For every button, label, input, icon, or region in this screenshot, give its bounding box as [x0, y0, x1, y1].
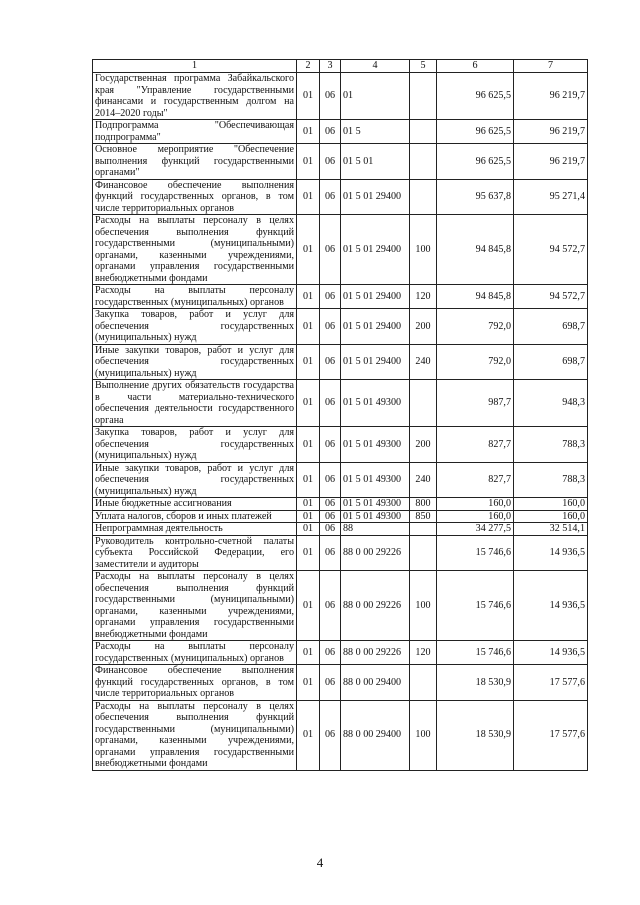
amount-col6-cell: 827,7 [437, 462, 514, 498]
subsection-code-cell: 06 [320, 462, 341, 498]
subsection-code-cell: 06 [320, 700, 341, 770]
row-name-cell: Финансовое обеспечение выполнения функций государственных органов, в том числе территориальных органов [93, 665, 297, 701]
amount-col7-cell: 160,0 [514, 498, 588, 511]
section-code-cell: 01 [297, 144, 320, 180]
subsection-code-cell: 06 [320, 523, 341, 536]
expense-type-cell [410, 665, 437, 701]
section-code-cell: 01 [297, 179, 320, 215]
table-row [93, 571, 588, 641]
target-article-cell: 01 5 01 49300 [341, 427, 410, 463]
target-article-cell: 88 0 00 29400 [341, 665, 410, 701]
expense-type-cell: 100 [410, 700, 437, 770]
amount-col6-cell: 827,7 [437, 427, 514, 463]
amount-col7-cell: 94 572,7 [514, 285, 588, 309]
subsection-code-cell: 06 [320, 665, 341, 701]
amount-col7-cell: 14 936,5 [514, 535, 588, 571]
expense-type-cell: 240 [410, 344, 437, 380]
amount-col6-cell: 792,0 [437, 344, 514, 380]
expense-type-cell [410, 179, 437, 215]
subsection-code-cell: 06 [320, 510, 341, 523]
section-code-cell: 01 [297, 285, 320, 309]
row-name-cell: Расходы на выплаты персоналу в целях обеспечения выполнения функций государственными (муниципальными) органами, казенными учреждениями, органами управления государственными внебюджетными фондами [93, 215, 297, 285]
expense-type-cell: 100 [410, 215, 437, 285]
row-name-cell: Расходы на выплаты персоналу в целях обеспечения выполнения функций государственными (муниципальными) органами, казенными учреждениями, органами управления государственными внебюджетными фондами [93, 700, 297, 770]
expense-type-cell: 200 [410, 309, 437, 345]
row-name-cell: Расходы на выплаты персоналу государственных (муниципальных) органов [93, 285, 297, 309]
header-col-7: 7 [514, 60, 588, 73]
subsection-code-cell: 06 [320, 179, 341, 215]
header-col-4: 4 [341, 60, 410, 73]
expense-type-cell [410, 73, 437, 120]
amount-col6-cell: 15 746,6 [437, 571, 514, 641]
expense-type-cell [410, 523, 437, 536]
target-article-cell: 01 5 01 49300 [341, 462, 410, 498]
target-article-cell: 01 5 01 49300 [341, 498, 410, 511]
expense-type-cell: 850 [410, 510, 437, 523]
section-code-cell: 01 [297, 427, 320, 463]
amount-col6-cell: 792,0 [437, 309, 514, 345]
row-name-cell: Непрограммная деятельность [93, 523, 297, 536]
table-row [93, 215, 588, 285]
subsection-code-cell: 06 [320, 73, 341, 120]
section-code-cell: 01 [297, 641, 320, 665]
target-article-cell: 01 5 01 49300 [341, 380, 410, 427]
expense-type-cell [410, 380, 437, 427]
amount-col6-cell: 34 277,5 [437, 523, 514, 536]
expense-type-cell: 120 [410, 285, 437, 309]
expense-type-cell [410, 120, 437, 144]
amount-col7-cell: 160,0 [514, 510, 588, 523]
row-name-cell: Расходы на выплаты персоналу в целях обеспечения выполнения функций государственными (муниципальными) органами, казенными учреждениями, органами управления государственными внебюджетными фондами [93, 571, 297, 641]
row-name-cell: Руководитель контрольно-счетной палаты субъекта Российской Федерации, его заместители и аудиторы [93, 535, 297, 571]
header-col-5: 5 [410, 60, 437, 73]
amount-col6-cell: 18 530,9 [437, 700, 514, 770]
row-name-cell: Закупка товаров, работ и услуг для обеспечения государственных (муниципальных) нужд [93, 309, 297, 345]
section-code-cell: 01 [297, 73, 320, 120]
row-name-cell: Иные бюджетные ассигнования [93, 498, 297, 511]
subsection-code-cell: 06 [320, 215, 341, 285]
amount-col7-cell: 96 219,7 [514, 73, 588, 120]
table-row [93, 285, 588, 309]
expense-type-cell: 120 [410, 641, 437, 665]
table-row [93, 73, 588, 120]
amount-col7-cell: 95 271,4 [514, 179, 588, 215]
section-code-cell: 01 [297, 498, 320, 511]
table-row [93, 700, 588, 770]
table-row [93, 120, 588, 144]
subsection-code-cell: 06 [320, 285, 341, 309]
section-code-cell: 01 [297, 571, 320, 641]
subsection-code-cell: 06 [320, 144, 341, 180]
amount-col7-cell: 17 577,6 [514, 665, 588, 701]
amount-col6-cell: 18 530,9 [437, 665, 514, 701]
subsection-code-cell: 06 [320, 535, 341, 571]
table-header-row [93, 60, 588, 73]
table-row [93, 523, 588, 536]
table-row [93, 498, 588, 511]
row-name-cell: Финансовое обеспечение выполнения функций государственных органов, в том числе территориальных органов [93, 179, 297, 215]
amount-col7-cell: 14 936,5 [514, 571, 588, 641]
target-article-cell: 01 [341, 73, 410, 120]
amount-col7-cell: 32 514,1 [514, 523, 588, 536]
subsection-code-cell: 06 [320, 380, 341, 427]
table-row [93, 641, 588, 665]
amount-col6-cell: 94 845,8 [437, 215, 514, 285]
section-code-cell: 01 [297, 215, 320, 285]
row-name-cell: Иные закупки товаров, работ и услуг для обеспечения государственных (муниципальных) нужд [93, 344, 297, 380]
table-row [93, 535, 588, 571]
section-code-cell: 01 [297, 462, 320, 498]
target-article-cell: 01 5 01 29400 [341, 309, 410, 345]
amount-col7-cell: 698,7 [514, 344, 588, 380]
amount-col7-cell: 698,7 [514, 309, 588, 345]
subsection-code-cell: 06 [320, 344, 341, 380]
section-code-cell: 01 [297, 344, 320, 380]
section-code-cell: 01 [297, 535, 320, 571]
amount-col6-cell: 987,7 [437, 380, 514, 427]
amount-col7-cell: 14 936,5 [514, 641, 588, 665]
header-col-3: 3 [320, 60, 341, 73]
page-number: 4 [316, 855, 324, 870]
target-article-cell: 01 5 [341, 120, 410, 144]
section-code-cell: 01 [297, 309, 320, 345]
expense-type-cell: 100 [410, 571, 437, 641]
table-row [93, 144, 588, 180]
table-row [93, 462, 588, 498]
amount-col6-cell: 94 845,8 [437, 285, 514, 309]
subsection-code-cell: 06 [320, 571, 341, 641]
amount-col6-cell: 160,0 [437, 498, 514, 511]
target-article-cell: 01 5 01 29400 [341, 344, 410, 380]
target-article-cell: 88 0 00 29226 [341, 535, 410, 571]
amount-col6-cell: 15 746,6 [437, 641, 514, 665]
subsection-code-cell: 06 [320, 309, 341, 345]
expense-type-cell: 200 [410, 427, 437, 463]
amount-col7-cell: 94 572,7 [514, 215, 588, 285]
amount-col6-cell: 96 625,5 [437, 120, 514, 144]
expense-type-cell: 240 [410, 462, 437, 498]
target-article-cell: 01 5 01 29400 [341, 215, 410, 285]
section-code-cell: 01 [297, 523, 320, 536]
amount-col6-cell: 95 637,8 [437, 179, 514, 215]
subsection-code-cell: 06 [320, 120, 341, 144]
table-row [93, 380, 588, 427]
amount-col7-cell: 17 577,6 [514, 700, 588, 770]
row-name-cell: Закупка товаров, работ и услуг для обеспечения государственных (муниципальных) нужд [93, 427, 297, 463]
target-article-cell: 88 0 00 29226 [341, 571, 410, 641]
amount-col7-cell: 788,3 [514, 462, 588, 498]
target-article-cell: 01 5 01 [341, 144, 410, 180]
subsection-code-cell: 06 [320, 498, 341, 511]
target-article-cell: 01 5 01 29400 [341, 179, 410, 215]
amount-col7-cell: 96 219,7 [514, 120, 588, 144]
expense-type-cell [410, 535, 437, 571]
budget-table [92, 59, 588, 771]
amount-col7-cell: 788,3 [514, 427, 588, 463]
section-code-cell: 01 [297, 120, 320, 144]
subsection-code-cell: 06 [320, 427, 341, 463]
section-code-cell: 01 [297, 510, 320, 523]
amount-col6-cell: 160,0 [437, 510, 514, 523]
header-col-1: 1 [93, 60, 297, 73]
amount-col6-cell: 96 625,5 [437, 144, 514, 180]
row-name-cell: Государственная программа Забайкальского края "Управление государственными финансами и государственным долгом на 2014–2020 годы" [93, 73, 297, 120]
table-row [93, 309, 588, 345]
table-row [93, 510, 588, 523]
target-article-cell: 01 5 01 49300 [341, 510, 410, 523]
row-name-cell: Выполнение других обязательств государства в части материально-технического обеспечения деятельности государственного органа [93, 380, 297, 427]
row-name-cell: Подпрограмма "Обеспечивающая подпрограмма" [93, 120, 297, 144]
amount-col7-cell: 948,3 [514, 380, 588, 427]
table-row [93, 179, 588, 215]
table-row [93, 665, 588, 701]
header-col-6: 6 [437, 60, 514, 73]
section-code-cell: 01 [297, 700, 320, 770]
target-article-cell: 01 5 01 29400 [341, 285, 410, 309]
table-row [93, 427, 588, 463]
section-code-cell: 01 [297, 665, 320, 701]
target-article-cell: 88 0 00 29400 [341, 700, 410, 770]
table-body [93, 73, 588, 771]
section-code-cell: 01 [297, 380, 320, 427]
amount-col6-cell: 96 625,5 [437, 73, 514, 120]
expense-type-cell: 800 [410, 498, 437, 511]
expense-type-cell [410, 144, 437, 180]
row-name-cell: Иные закупки товаров, работ и услуг для обеспечения государственных (муниципальных) нужд [93, 462, 297, 498]
target-article-cell: 88 0 00 29226 [341, 641, 410, 665]
amount-col7-cell: 96 219,7 [514, 144, 588, 180]
table-row [93, 344, 588, 380]
row-name-cell: Уплата налогов, сборов и иных платежей [93, 510, 297, 523]
row-name-cell: Основное мероприятие "Обеспечение выполнения функций государственными органами" [93, 144, 297, 180]
row-name-cell: Расходы на выплаты персоналу государственных (муниципальных) органов [93, 641, 297, 665]
target-article-cell: 88 [341, 523, 410, 536]
subsection-code-cell: 06 [320, 641, 341, 665]
amount-col6-cell: 15 746,6 [437, 535, 514, 571]
header-col-2: 2 [297, 60, 320, 73]
